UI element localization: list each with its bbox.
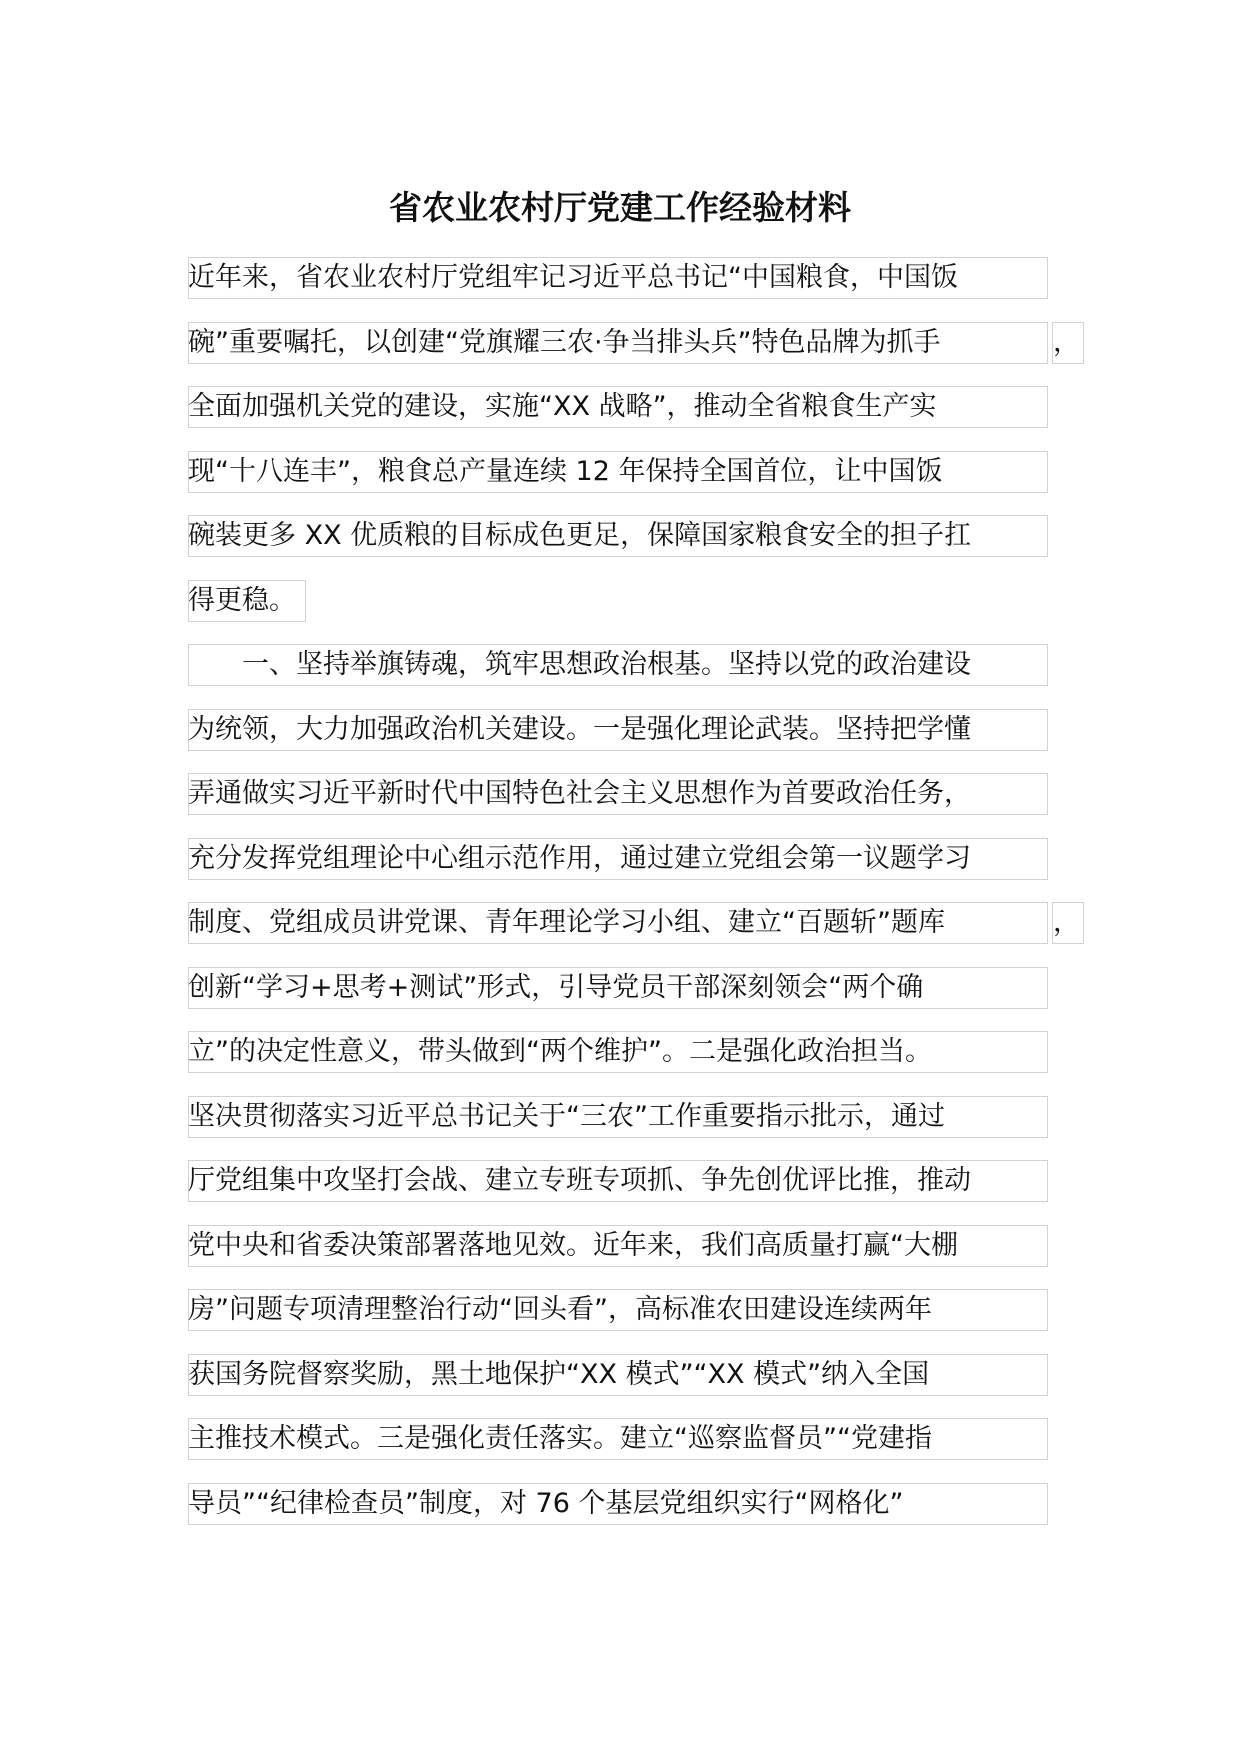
line-text: 房”问题专项清理整治行动“回头看”，高标准农田建设连续两年 [188,1294,932,1325]
text-line [188,1354,929,1396]
text-line [188,1031,932,1073]
text-line [188,773,971,815]
text-line [188,1418,932,1460]
line-text: 制度、党组成员讲党课、青年理论学习小组、建立“百题斩”题库 [188,907,945,938]
line-text: 创新“学习+思考+测试”形式，引导党员干部深刻领会“两个确 [188,972,924,1003]
line-text: 碗”重要嘱托，以创建“党旗耀三农·争当排头兵”特色品牌为抓手 [188,327,941,358]
overflow-punctuation: ， [1052,902,1084,944]
line-text: 碗装更多 XX 优质粮的目标成色更足，保障国家粮食安全的担子扛 [188,520,972,551]
line-text: 近年来，省农业农村厅党组牢记习近平总书记“中国粮食，中国饭 [188,262,958,293]
line-text: 得更稳。 [188,585,296,616]
text-line [188,386,937,428]
text-line [188,1483,903,1525]
text-line [188,515,971,557]
text-line [188,1225,958,1267]
line-text: 为统领，大力加强政治机关建设。一是强化理论武装。坚持把学懂 [188,714,971,745]
line-text: 立”的决定性意义，带头做到“两个维护”。二是强化政治担当。 [188,1036,932,1067]
text-line [188,1289,932,1331]
text-line [188,322,941,364]
text-line [188,902,945,944]
text-line [188,838,971,880]
line-text: 导员”“纪律检查员”制度，对 76 个基层党组织实行“网格化” [188,1488,904,1519]
text-line [188,451,943,493]
line-text: 主推技术模式。三是强化责任落实。建立“巡察监督员”“党建指 [188,1423,932,1454]
text-line [188,1160,971,1202]
text-line [188,580,296,622]
text-line [188,257,958,299]
overflow-punctuation: ， [1052,322,1084,364]
text-line [188,644,971,686]
text-line [188,709,971,751]
line-text: 党中央和省委决策部署落地见效。近年来，我们高质量打赢“大棚 [188,1230,958,1261]
document-title: 省农业农村厅党建工作经验材料 [389,188,851,227]
line-text: 厅党组集中攻坚打会战、建立专班专项抓、争先创优评比推，推动 [188,1165,971,1196]
line-text: 现“十八连丰”，粮食总产量连续 12 年保持全国首位，让中国饭 [188,456,943,487]
line-text: 获国务院督察奖励，黑土地保护“XX 模式”“XX 模式”纳入全国 [188,1359,930,1390]
line-text: 坚决贯彻落实习近平总书记关于“三农”工作重要指示批示，通过 [188,1101,945,1132]
text-line [188,967,923,1009]
line-text: 全面加强机关党的建设，实施“XX 战略”，推动全省粮食生产实 [188,391,937,422]
line-text: 弄通做实习近平新时代中国特色社会主义思想作为首要政治任务， [188,778,971,809]
text-line [188,1096,945,1138]
line-text: 一、坚持举旗铸魂，筑牢思想政治根基。坚持以党的政治建设 [242,649,971,680]
line-text: 充分发挥党组理论中心组示范作用，通过建立党组会第一议题学习 [188,843,971,874]
